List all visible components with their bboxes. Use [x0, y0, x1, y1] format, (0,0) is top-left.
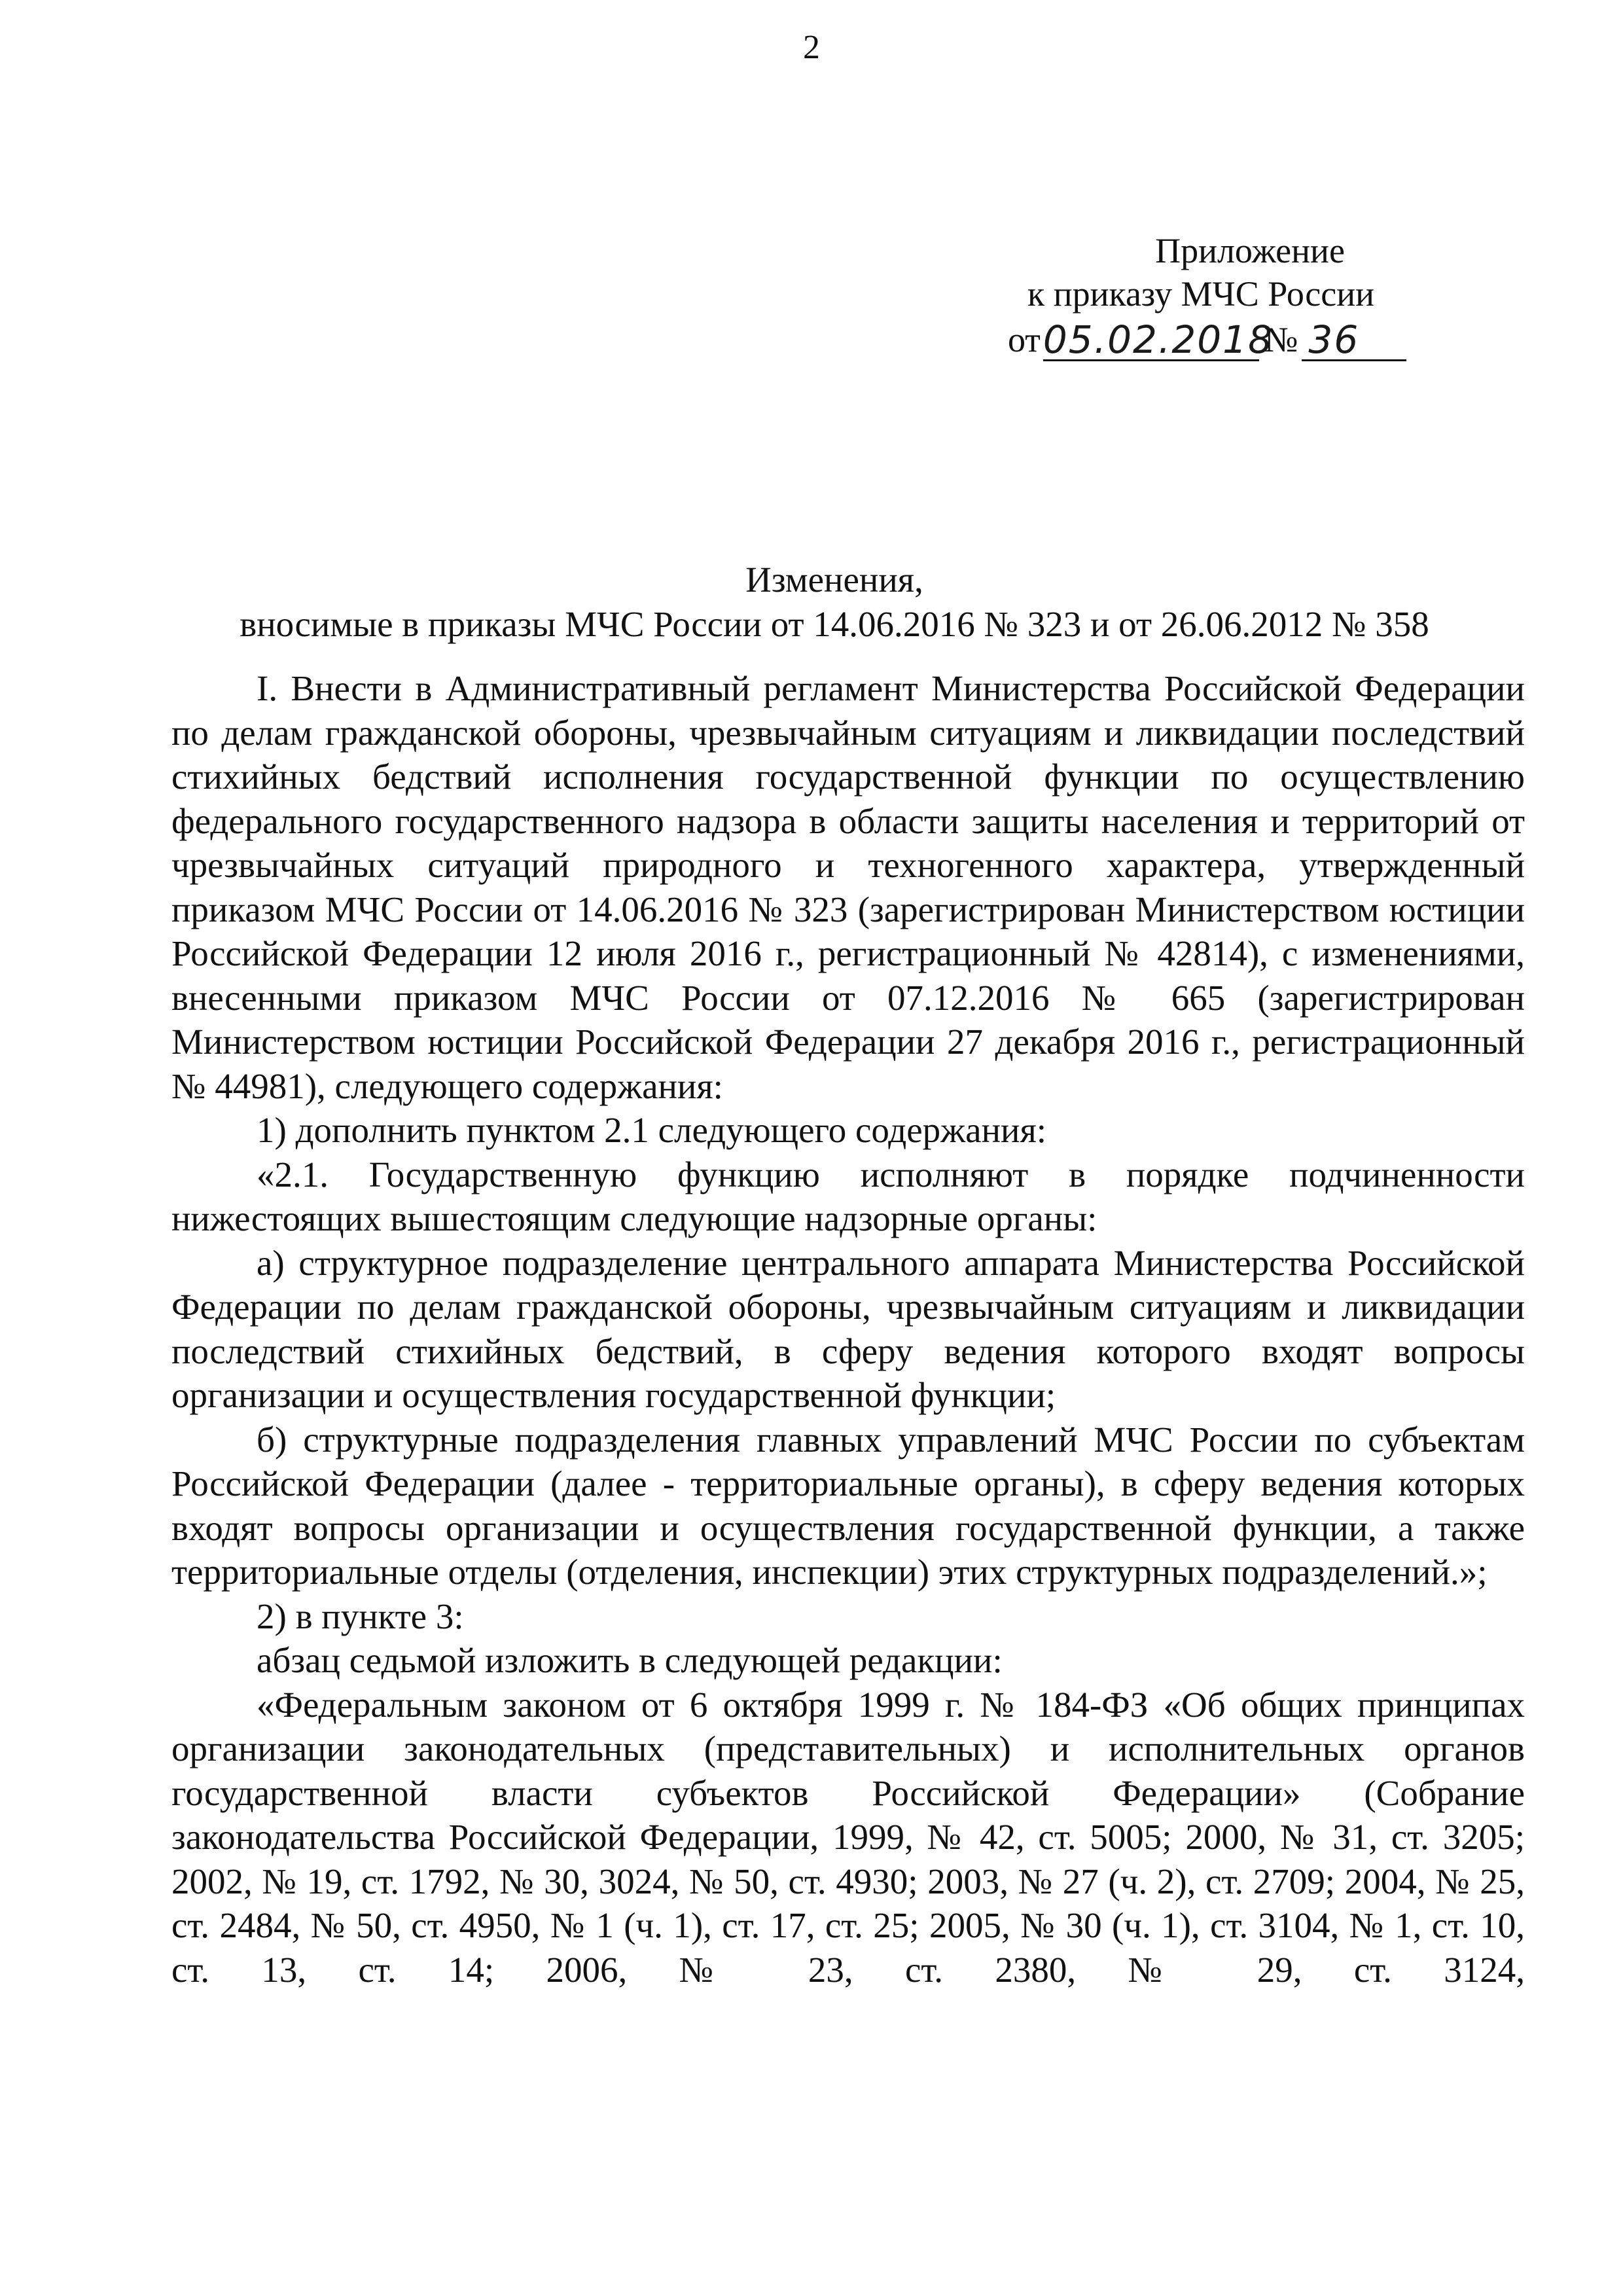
handwritten-number: 36 — [1302, 320, 1406, 361]
appendix-label: Приложение — [1155, 231, 1345, 270]
paragraph-3: «2.1. Государственную функцию исполняют в порядке подчиненности нижестоящих вышестоящим следующие надзорные органы: — [171, 1154, 1525, 1238]
appendix-header — [1008, 229, 1466, 361]
handwritten-date: 05.02.2018 — [1043, 317, 1274, 362]
page-number: 2 — [803, 29, 820, 66]
title-line-2: вносимые в приказы МЧС России от 14.06.2016 № 323 и от 26.06.2012 № 358 — [240, 604, 1429, 644]
appendix-date-line — [1008, 315, 1466, 361]
paragraph-2: 1) дополнить пунктом 2.1 следующего содержания: — [257, 1110, 1047, 1150]
paragraph-1: I. Внести в Административный регламент Министерства Российской Федерации по делам гражданской обороны, чрезвычайным ситуациям и ликвидации последствий стихийных бедствий исполнения государственной функции по осуществлению федерального государственного надзора в области защиты населения и территорий от чрезвычайных ситуаций природного и техногенного характера, утвержденный приказом МЧС России от 14.06.2016 № 323 (зарегистрирован Министерством юстиции Российской Федерации 12 июля 2016 г., регистрационный № 42814), с изменениями, внесенными приказом МЧС России от 07.12.2016 № 665 (зарегистрирован Министерством юстиции Российской Федерации 27 декабря 2016 г., регистрационный № 44981), следующего содержания: — [171, 668, 1525, 1106]
document-title — [157, 558, 1512, 647]
appendix-order-ref: к приказу МЧС России — [1027, 274, 1375, 314]
paragraph-5: б) структурные подразделения главных управлений МЧС России по субъектам Российской Федерации (далее - территориальные органы), в сферу ведения которых входят вопросы организации и осуществления государственной функции, а также территориальные отделы (отделения, инспекции) этих структурных подразделений.»; — [171, 1419, 1525, 1592]
paragraph-6: 2) в пункте 3: — [257, 1596, 464, 1636]
title-line-1: Изменения, — [745, 560, 923, 600]
paragraph-7: абзац седьмой изложить в следующей редакции: — [257, 1640, 1003, 1680]
document-body — [171, 666, 1525, 1992]
paragraph-4: а) структурное подразделение центрального аппарата Министерства Российской Федерации по делам гражданской обороны, чрезвычайным ситуациям и ликвидации последствий стихийных бедствий, в сферу ведения которого входят вопросы организации и осуществления государственной функции; — [171, 1242, 1525, 1415]
paragraph-8: «Федеральным законом от 6 октября 1999 г. № 184-ФЗ «Об общих принципах организации законодательных (представительных) и исполнительных органов государственной власти субъектов Российской Федерации» (Собрание законодательства Российской Федерации, 1999, № 42, ст. 5005; 2000, № 31, ст. 3205; 2002, № 19, ст. 1792, № 30, 3024, № 50, ст. 4930; 2003, № 27 (ч. 2), ст. 2709; 2004, № 25, ст. 2484, № 50, ст. 4950, № 1 (ч. 1), ст. 17, ст. 25; 2005, № 30 (ч. 1), ст. 3104, № 1, ст. 10, ст. 13, ст. 14; 2006, № 23, ст. 2380, № 29, ст. 3124, — [171, 1684, 1525, 1990]
appendix-date-prefix: от — [1008, 320, 1041, 359]
appendix-number-sign: № — [1264, 320, 1298, 359]
